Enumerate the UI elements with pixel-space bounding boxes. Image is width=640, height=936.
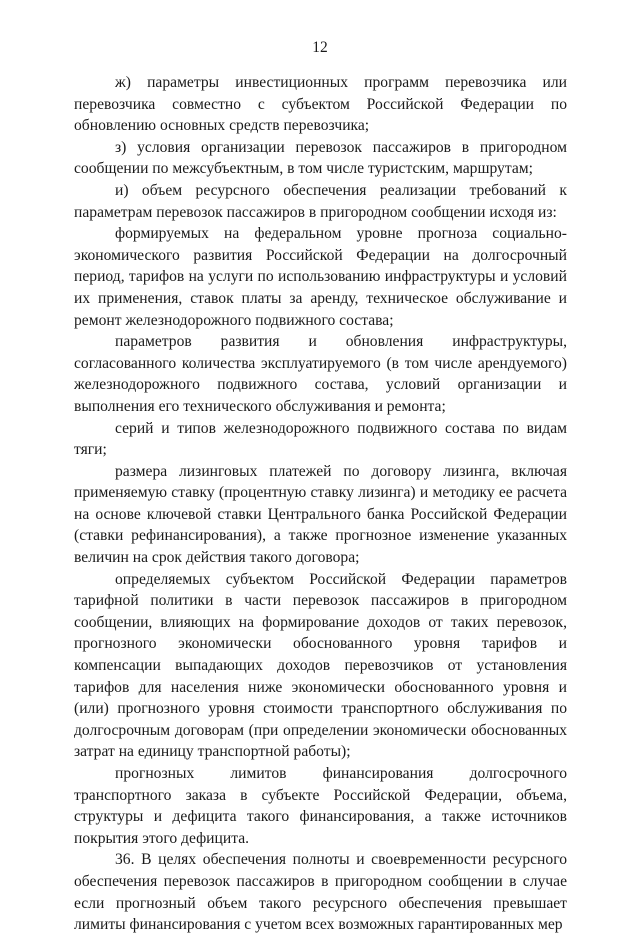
paragraph-forecast: формируемых на федеральном уровне прогноза социально-экономического развития Российской Федерации на долгосрочный период, тарифов на услуги по использованию инфраструктуры и условий их применения, ставок платы за аренду, техническое обслуживание и ремонт железнодорожного подвижного состава; <box>74 225 567 329</box>
paragraph-item-z: з) условия организации перевозок пассажиров в пригородном сообщении по межсубъектным, в том числе туристским, маршрутам; <box>74 138 567 178</box>
paragraph-clause-36: 36. В целях обеспечения полноты и своевременности ресурсного обеспечения перевозок пассажиров в пригородном сообщении в случае если прогнозный объем такого ресурсного обеспечения превышает лимиты финансирования с учетом всех возможных гарантированных мер <box>74 851 567 934</box>
paragraph-item-zh: ж) параметры инвестиционных программ перевозчика или перевозчика совместно с субъектом Российской Федерации по обновлению основных средств перевозчика; <box>74 74 567 135</box>
paragraph-tariff-policy: определяемых субъектом Российской Федерации параметров тарифной политики в части перевозок пассажиров в пригородном сообщении, влияющих на формирование доходов от таких перевозок, прогнозного экономически обоснованного уровня тарифов и компенсации выпадающих доходов перевозчиков от установления тарифов для населения ниже экономически обоснованного уровня и (или) прогнозного уровня стоимости транспортного обслуживания по долгосрочным договорам (при определении экономически обоснованных затрат на единицу транспортной работы); <box>74 570 567 761</box>
document-body <box>74 72 567 936</box>
page-number: 12 <box>312 39 328 56</box>
paragraph-leasing: размера лизинговых платежей по договору лизинга, включая применяемую ставку (процентную ставку лизинга) и методику ее расчета на основе ключевой ставки Центрального банка Российской Федерации (ставки рефинансирования), а также прогнозное изменение указанных величин на срок действия такого договора; <box>74 462 567 567</box>
paragraph-financing-limits: прогнозных лимитов финансирования долгосрочного транспортного заказа в субъекте Российской Федерации, объема, структуры и дефицита такого финансирования, а также источников покрытия этого дефицита. <box>74 765 567 847</box>
paragraph-item-i: и) объем ресурсного обеспечения реализации требований к параметрам перевозок пассажиров в пригородном сообщении исходя из: <box>74 181 567 221</box>
paragraph-infrastructure: параметров развития и обновления инфраструктуры, согласованного количества эксплуатируемого (в том числе арендуемого) железнодорожного подвижного состава, условий организации и выполнения его технического обслуживания и ремонта; <box>74 333 567 415</box>
paragraph-rolling-stock-series: серий и типов железнодорожного подвижного состава по видам тяги; <box>74 419 567 459</box>
